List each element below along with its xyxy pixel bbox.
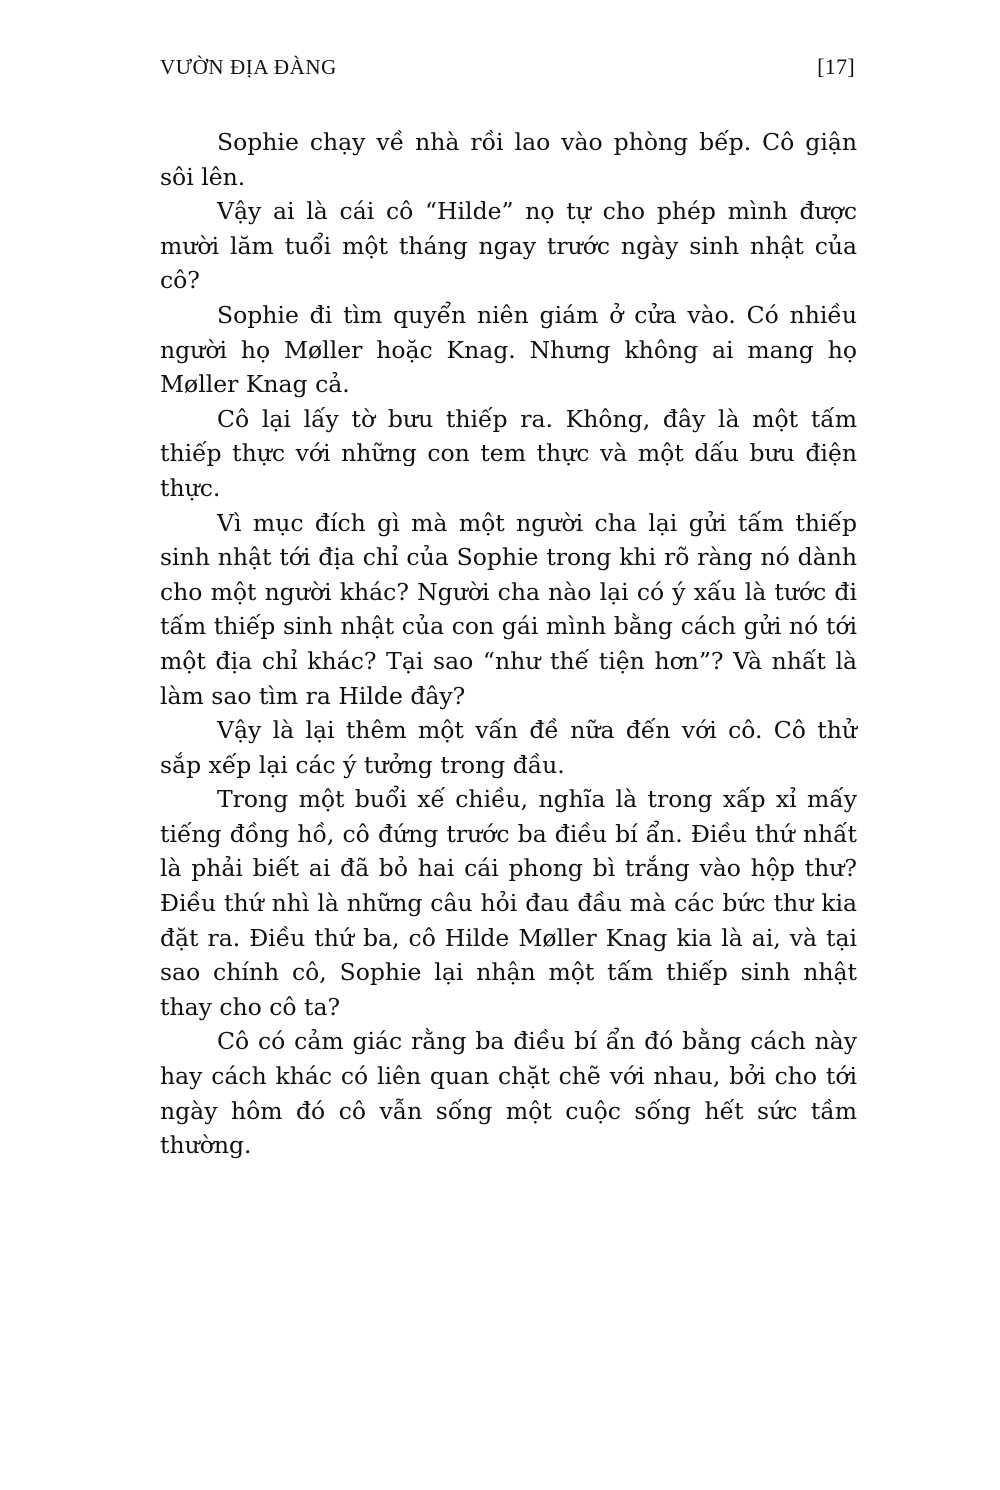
paragraph-1: Sophie chạy về nhà rồi lao vào phòng bếp. Cô giận sôi lên. — [160, 128, 857, 191]
book-title: VƯỜN ĐỊA ĐÀNG — [160, 55, 337, 79]
page-number: [17] — [817, 54, 855, 79]
paragraph-7: Trong một buổi xế chiều, nghĩa là trong xấp xỉ mấy tiếng đồng hồ, cô đứng trước ba điều bí ẩn. Điều thứ nhất là phải biết ai đã bỏ hai cái phong bì trắng vào hộp thư? Điều thứ nhì là những câu hỏi đau đầu mà các bức thư kia đặt ra. Điều thứ ba, cô Hilde Møller Knag kia là ai, và tại sao chính cô, Sophie lại nhận một tấm thiếp sinh nhật thay cho cô ta? — [160, 785, 857, 1021]
body-text — [160, 125, 857, 1163]
paragraph-6: Vậy là lại thêm một vấn đề nữa đến với cô. Cô thử sắp xếp lại các ý tưởng trong đầu. — [160, 716, 857, 779]
paragraph-8: Cô có cảm giác rằng ba điều bí ẩn đó bằng cách này hay cách khác có liên quan chặt chẽ với nhau, bởi cho tới ngày hôm đó cô vẫn sống một cuộc sống hết sức tầm thường. — [160, 1027, 857, 1160]
paragraph-4: Cô lại lấy tờ bưu thiếp ra. Không, đây là một tấm thiếp thực với những con tem thực và một dấu bưu điện thực. — [160, 404, 857, 502]
paragraph-2: Vậy ai là cái cô “Hilde” nọ tự cho phép mình được mười lăm tuổi một tháng ngay trước ngày sinh nhật của cô? — [160, 197, 857, 295]
paragraph-5: Vì mục đích gì mà một người cha lại gửi tấm thiếp sinh nhật tới địa chỉ của Sophie trong khi rõ ràng nó dành cho một người khác? Người cha nào lại có ý xấu là tước đi tấm thiếp sinh nhật của con gái mình bằng cách gửi nó tới một địa chỉ khác? Tại sao “như thế tiện hơn”? Và nhất là làm sao tìm ra Hilde đây? — [160, 508, 857, 710]
paragraph-3: Sophie đi tìm quyển niên giám ở cửa vào. Có nhiều người họ Møller hoặc Knag. Nhưng không ai mang họ Møller Knag cả. — [160, 300, 857, 399]
running-head — [160, 54, 855, 86]
